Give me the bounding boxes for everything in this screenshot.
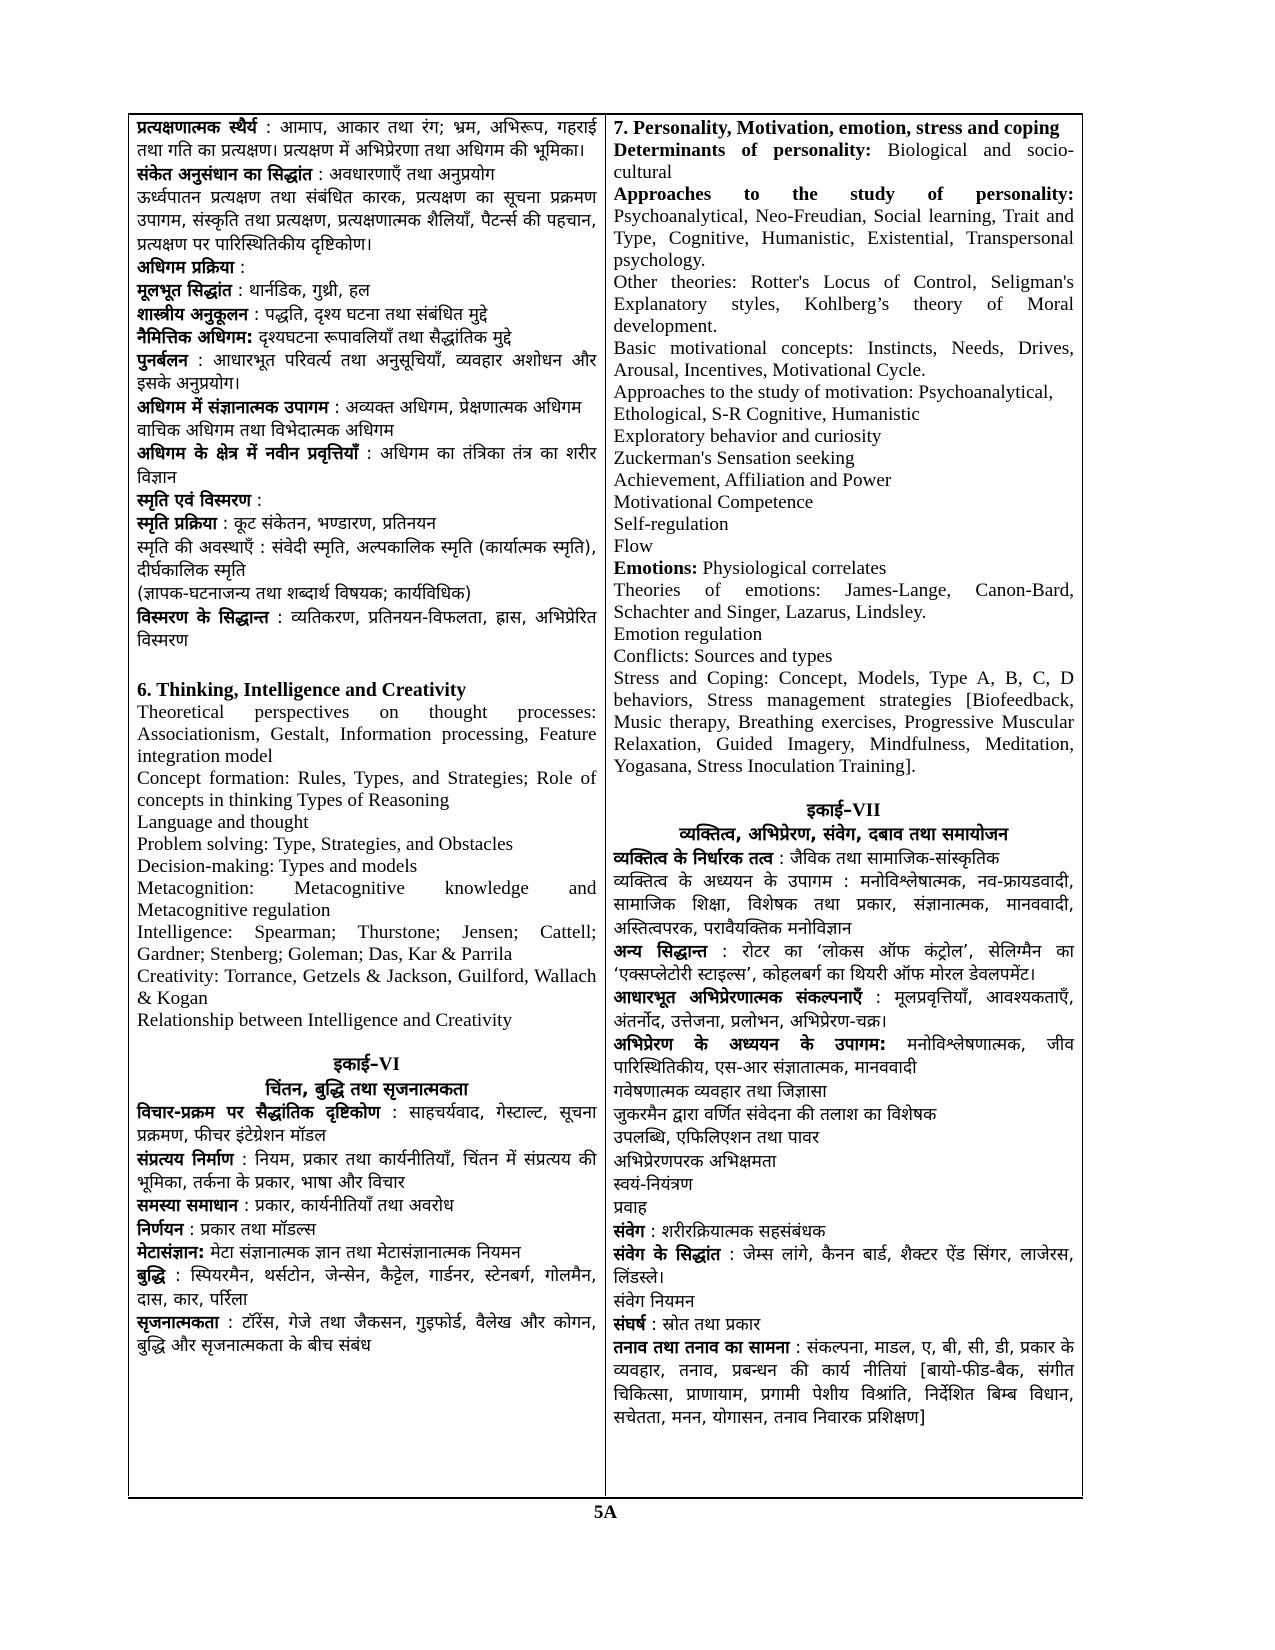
left-column xyxy=(129,115,606,1496)
hindi-para-text: : थार्नडिक, गुथ्री, हल xyxy=(231,281,370,302)
hindi-para xyxy=(614,1337,1075,1430)
hindi-para-label: विचार-प्रक्रम पर सैद्धांतिक दृष्टिकोण xyxy=(137,1103,381,1123)
hindi-para xyxy=(614,1034,1075,1081)
syllabus-line-label: Emotions: xyxy=(613,557,698,579)
hindi-para-text: : कूट संकेतन, भण्डारण, प्रतिनयन xyxy=(216,514,437,535)
hindi-para xyxy=(137,1312,597,1359)
hindi-para-label: अधिगम में संज्ञानात्मक उपागम xyxy=(137,397,329,418)
hindi-para-label: सृजनात्मकता xyxy=(137,1312,219,1333)
hindi-para-text: मेटा संज्ञानात्मक ज्ञान तथा मेटासंज्ञानात्मक नियमन xyxy=(204,1242,521,1263)
hindi-para-text: : xyxy=(234,257,246,278)
hindi-para xyxy=(614,848,1075,871)
syllabus-line: Exploratory behavior and curiosity xyxy=(613,425,882,447)
hindi-para xyxy=(137,537,597,584)
hindi-para xyxy=(614,1314,1075,1337)
hindi-para xyxy=(137,397,597,420)
hindi-para xyxy=(614,1081,1075,1104)
hindi-para-text: जुकरमैन द्वारा वर्णित संवेदना की तलाश का विशेषक xyxy=(613,1105,937,1126)
hindi-para xyxy=(137,164,597,187)
hindi-para xyxy=(137,1102,597,1149)
hindi-para-label: मूलभूत सिद्धांत xyxy=(137,281,232,302)
syllabus-line: Emotion regulation xyxy=(613,623,763,645)
hindi-para-label: विस्मरण के सिद्धान्त xyxy=(137,607,269,628)
right-column xyxy=(606,115,1083,1496)
section-gap xyxy=(137,653,597,679)
hindi-para-label: संवेग xyxy=(613,1221,645,1242)
unit7-hindi-subheading: व्यक्तित्व, अभिप्रेरण, संवेग, दबाव तथा समायोजन xyxy=(679,824,1009,846)
hindi-para-text: गवेषणात्मक व्यवहार तथा जिज्ञासा xyxy=(613,1081,827,1102)
hindi-para xyxy=(137,420,597,443)
hindi-para xyxy=(137,280,597,303)
syllabus-line xyxy=(614,184,1075,272)
hindi-para-text: ऊर्ध्वपातन प्रत्यक्षण तथा संबंधित कारक, प्रत्यक्षण का सूचना प्रक्रमण उपागम, संस्कृति तथा प्रत्यक्षण, प्रत्यक्षणात्मक शैलियाँ, पैटर्न्स की पहचान, प्रत्यक्षण पर पारिस्थितिकीय दृष्टिकोण। xyxy=(137,187,597,255)
syllabus-line: Language and thought xyxy=(137,812,309,834)
hindi-para-text: : जेम्स लांगे, कैनन बार्ड, शैक्टर ऐंड सिंगर, लाजेरस, लिंडस्ले। xyxy=(613,1244,1074,1289)
hindi-para xyxy=(137,304,597,327)
syllabus-page-frame xyxy=(128,113,1083,1496)
syllabus-line: Motivational Competence xyxy=(613,491,814,513)
hindi-para xyxy=(137,350,597,397)
hindi-para-text: अभिप्रेरणपरक अभिक्षमता xyxy=(613,1151,777,1172)
syllabus-line: Stress and Coping: Concept, Models, Type A, B, C, D behaviors, Stress management strategies [Biofeedback, Music therapy, Breathing exercises, Progressive Muscular Relaxation, Guided Imagery, Mindfulness, Meditation, Yogasana, Stress Inoculation Training]. xyxy=(613,667,1074,777)
hindi-para-text: : आमाप, आकार तथा रंग; भ्रम, अभिरूप, गहराई तथा गति का प्रत्यक्षण। प्रत्यक्षण में अभिप्रेरणा तथा अधिगम की भूमिका। xyxy=(137,118,597,162)
hindi-para-label: अन्य सिद्धान्त xyxy=(613,941,708,962)
hindi-para-text: : अधिगम का तंत्रिका तंत्र का शरीर विज्ञान xyxy=(137,444,597,488)
hindi-para xyxy=(137,583,597,606)
syllabus-line: Basic motivational concepts: Instincts, Needs, Drives, Arousal, Incentives, Motivational Cycle. xyxy=(613,337,1074,381)
unit7-hindi-heading-number: VII xyxy=(852,799,881,821)
hindi-para-text: : स्रोत तथा प्रकार xyxy=(645,1314,761,1335)
syllabus-line: Flow xyxy=(613,535,653,557)
hindi-para xyxy=(614,1197,1075,1220)
syllabus-line-text: Physiological correlates xyxy=(697,557,887,579)
unit6-hindi-body xyxy=(137,1102,597,1358)
hindi-para-text: संवेग नियमन xyxy=(613,1291,695,1312)
hindi-para-text: : संकल्पना, माडल, ए, बी, सी, डी, प्रकार के व्यवहार, तनाव, प्रबन्धन की कार्य नीतियां [बायो-फीड-बैक, संगीत चिकित्सा, प्राणायाम, प्रगामी पेशीय विश्रांति, निर्देशित बिम्ब विधान, सचेतता, मनन, योगासन, तनाव निवारक प्रशिक्षण] xyxy=(613,1338,1074,1429)
syllabus-line: Self-regulation xyxy=(613,513,729,535)
hindi-para-label: शास्त्रीय अनुकूलन xyxy=(137,304,249,325)
hindi-para-text: : व्यतिकरण, प्रतिनयन-विफलता, ह्रास, अभिप्रेरित विस्मरण xyxy=(137,607,597,651)
hindi-para-label: स्मृति प्रक्रिया xyxy=(137,514,217,535)
hindi-para xyxy=(614,1104,1075,1127)
hindi-para-text: स्मृति की अवस्थाएँ : संवेदी स्मृति, अल्पकालिक स्मृति (कार्यात्मक स्मृति), दीर्घकालिक स्मृति xyxy=(137,537,597,581)
hindi-para xyxy=(137,117,597,164)
hindi-unit5-tail-block xyxy=(137,117,597,653)
two-column-layout xyxy=(129,115,1082,1496)
hindi-para-text: उपलब्धि, एफिलिएशन तथा पावर xyxy=(613,1128,820,1149)
hindi-para xyxy=(614,1291,1075,1314)
hindi-para-label: आधारभूत अभिप्रेरणात्मक संकल्पनाएँ xyxy=(613,988,863,1009)
unit6-hindi-subheading: चिंतन, बुद्धि तथा सृजनात्मकता xyxy=(265,1078,468,1100)
footer-rule xyxy=(128,1497,1083,1499)
hindi-para-label: समस्या समाधान xyxy=(137,1196,239,1217)
hindi-para-text: : अव्यक्त अधिगम, प्रेक्षणात्मक अधिगम xyxy=(328,397,582,418)
hindi-para-label: संप्रत्यय निर्माण xyxy=(137,1149,234,1170)
hindi-para xyxy=(137,1265,597,1312)
unit6-english-title: 6. Thinking, Intelligence and Creativity xyxy=(137,680,467,702)
hindi-para-label: बुद्धि xyxy=(137,1266,166,1287)
unit6-hindi-heading-number: VI xyxy=(378,1054,400,1076)
hindi-para-text: मनोविश्लेषणात्मक, जीव पारिस्थितिकीय, एस-आर संज्ञातात्मक, मानववादी xyxy=(613,1035,1074,1079)
hindi-para-text: : स्पियरमैन, थर्सटोन, जेन्सेन, कैट्टेल, गार्डनर, स्टेनबर्ग, गोलमैन, दास, कार, पर्रिला xyxy=(137,1266,597,1310)
syllabus-line: Decision-making: Types and models xyxy=(137,856,418,878)
hindi-para xyxy=(614,987,1075,1034)
hindi-para-label: अधिगम प्रक्रिया xyxy=(137,257,235,278)
syllabus-line xyxy=(614,558,1075,580)
hindi-para xyxy=(137,513,597,536)
hindi-para xyxy=(137,1219,597,1242)
unit7-hindi-body xyxy=(614,848,1075,1431)
hindi-para-text: : साहचर्यवाद, गेस्टाल्ट, सूचना प्रक्रमण, फीचर इंटेग्रेशन मॉडल xyxy=(137,1103,597,1147)
unit7-hindi-heading xyxy=(614,798,1075,824)
hindi-para-label: अभिप्रेरण के अध्ययन के उपागम: xyxy=(613,1035,887,1056)
syllabus-line: Zuckerman's Sensation seeking xyxy=(613,447,855,469)
unit6-english-body xyxy=(137,702,597,1032)
syllabus-line-text: Biological and socio-cultural xyxy=(613,140,1075,184)
hindi-para-text: : प्रकार तथा मॉडल्स xyxy=(183,1219,316,1240)
hindi-para-text: : प्रकार, कार्यनीतियाँ तथा अवरोध xyxy=(238,1196,454,1217)
hindi-para-label: अधिगम के क्षेत्र में नवीन प्रवृत्तियाँ xyxy=(137,444,359,465)
syllabus-line: Problem solving: Type, Strategies, and Obstacles xyxy=(137,834,514,856)
hindi-para-text: दृश्यघटना रूपावलियाँ तथा सैद्धांतिक मुद्दे xyxy=(253,327,512,348)
hindi-para-text: स्वयं-नियंत्रण xyxy=(613,1174,693,1195)
syllabus-line: Relationship between Intelligence and Creativity xyxy=(137,1010,513,1032)
hindi-para-label: नैमित्तिक अधिगम: xyxy=(137,327,254,348)
hindi-para xyxy=(614,1151,1075,1174)
hindi-para-text: : टॉरेंस, गेजे तथा जैकसन, गुइफोर्ड, वैलेख और कोगन, बुद्धि और सृजनात्मकता के बीच संबंध xyxy=(137,1312,597,1357)
hindi-para xyxy=(137,490,597,513)
hindi-para xyxy=(137,1149,597,1196)
syllabus-line: Other theories: Rotter's Locus of Control, Seligman's Explanatory styles, Kohlberg’s theory of Moral development. xyxy=(613,272,1074,337)
page-number: 5A xyxy=(593,1502,618,1523)
syllabus-line: Achievement, Affiliation and Power xyxy=(613,469,892,491)
hindi-para-text: : शरीरक्रियात्मक सहसंबंधक xyxy=(644,1221,826,1242)
syllabus-line: Theoretical perspectives on thought processes: Associationism, Gestalt, Information processing, Feature integration model xyxy=(137,702,597,768)
hindi-para-label: मेटासंज्ञान: xyxy=(137,1242,205,1263)
hindi-para-text: : आधारभूत परिवर्त्य तथा अनुसूचियाँ, व्यवहार अशोधन और इसके अनुप्रयोग। xyxy=(137,351,597,395)
hindi-para-text: वाचिक अधिगम तथा विभेदात्मक अधिगम xyxy=(137,421,394,442)
hindi-para xyxy=(137,443,597,490)
hindi-para xyxy=(137,607,597,654)
hindi-para xyxy=(614,941,1075,988)
hindi-para-label: तनाव तथा तनाव का सामना xyxy=(613,1338,790,1359)
hindi-para-label: संकेत अनुसंधान का सिद्धांत xyxy=(137,164,313,185)
hindi-para-label: संघर्ष xyxy=(613,1314,646,1335)
syllabus-line: Approaches to the study of motivation: Psychoanalytical, Ethological, S-R Cognitive, Humanistic xyxy=(613,381,1054,425)
hindi-para-label: पुनर्बलन xyxy=(137,351,188,372)
hindi-para xyxy=(137,1242,597,1265)
unit7-english-title: 7. Personality, Motivation, emotion, stress and coping xyxy=(613,118,1060,139)
unit7-hindi-heading-text: इकाई– xyxy=(806,799,853,821)
hindi-para-label: संवेग के सिद्धांत xyxy=(613,1244,721,1265)
syllabus-line: Creativity: Torrance, Getzels & Jackson, Guilford, Wallach & Kogan xyxy=(137,966,597,1010)
unit6-hindi-heading xyxy=(137,1052,597,1078)
hindi-para-text: (ज्ञापक-घटनाजन्य तथा शब्दार्थ विषयक; कार्यविधिक) xyxy=(137,584,472,605)
hindi-para-text: : xyxy=(251,491,263,511)
unit6-hindi-heading-text: इकाई– xyxy=(333,1054,379,1076)
hindi-para xyxy=(137,1195,597,1218)
hindi-para xyxy=(614,1221,1075,1244)
hindi-para-label: निर्णयन xyxy=(137,1219,184,1240)
syllabus-line xyxy=(614,140,1075,184)
syllabus-line: Metacognition: Metacognitive knowledge and Metacognitive regulation xyxy=(137,878,597,922)
hindi-para xyxy=(137,327,597,350)
hindi-para xyxy=(614,1244,1075,1291)
hindi-para xyxy=(614,1127,1075,1150)
hindi-para xyxy=(137,257,597,280)
hindi-para xyxy=(614,871,1075,941)
hindi-para-text: : अवधारणाएँ तथा अनुप्रयोग xyxy=(312,164,495,185)
hindi-para-text: : पद्धति, दृश्य घटना तथा संबंधित मुद्दे xyxy=(248,304,488,325)
hindi-para-text: : नियम, प्रकार तथा कार्यनीतियाँ, चिंतन में संप्रत्यय की भूमिका, तर्कना के प्रकार, भाषा और विचार xyxy=(137,1149,597,1193)
hindi-para-text: : मूलप्रवृत्तियाँ, आवश्यकताएँ, अंतर्नोद, उत्तेजना, प्रलोभन, अभिप्रेरण-चक्र। xyxy=(613,988,1074,1032)
hindi-para-label: व्यक्तित्व के निर्धारक तत्व xyxy=(613,848,774,869)
section-gap xyxy=(137,1032,597,1052)
hindi-para-label: प्रत्यक्षणात्मक स्थैर्य xyxy=(137,118,257,138)
hindi-para-text: : रोटर का ‘लोकस ऑफ कंट्रोल’, सेलिग्मैन का ‘एक्सप्लेटोरी स्टाइल्स’, कोहलबर्ग का थियरी ऑफ मोरल डेवलपमेंट। xyxy=(613,941,1074,986)
hindi-para xyxy=(614,1174,1075,1197)
syllabus-line: Intelligence: Spearman; Thurstone; Jensen; Cattell; Gardner; Stenberg; Goleman; Das, Kar & Parrila xyxy=(137,922,597,966)
unit7-english-body xyxy=(614,140,1075,778)
syllabus-line: Concept formation: Rules, Types, and Strategies; Role of concepts in thinking Types of Reasoning xyxy=(137,768,597,812)
hindi-para-text: प्रवाह xyxy=(613,1198,647,1219)
hindi-para-text: : जैविक तथा सामाजिक-सांस्कृतिक xyxy=(773,848,1000,869)
hindi-para-label: स्मृति एवं विस्मरण xyxy=(137,491,252,511)
syllabus-line-label: Approaches to the study of personality: xyxy=(613,184,1074,206)
syllabus-line: Theories of emotions: James-Lange, Canon-Bard, Schachter and Singer, Lazarus, Lindsley. xyxy=(613,579,1074,623)
syllabus-line-text: Psychoanalytical, Neo-Freudian, Social learning, Trait and Type, Cognitive, Humanistic, Existential, Transpersonal psychology. xyxy=(613,206,1074,272)
syllabus-line: Conflicts: Sources and types xyxy=(613,645,833,667)
section-gap xyxy=(614,778,1075,798)
hindi-para xyxy=(137,187,597,257)
syllabus-line-label: Determinants of personality: xyxy=(613,140,872,162)
hindi-para-text: व्यक्तित्व के अध्ययन के उपागम : मनोविश्लेषात्मक, नव-फ्रायडवादी, सामाजिक शिक्षा, विशेषक तथा प्रकार, संज्ञानात्मक, मानववादी, अस्तित्वपरक, परावैयक्तिक मनोविज्ञान xyxy=(613,871,1074,939)
